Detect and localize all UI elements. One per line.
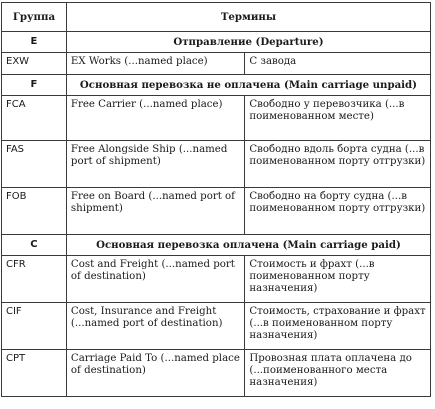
term-code: CIF xyxy=(2,303,67,350)
section-title: Основная перевозка не оплачена (Main carriage unpaid) xyxy=(66,75,430,96)
term-russian: Провозная плата оплачена до (...поименованного места назначения) xyxy=(245,350,431,397)
table-row xyxy=(2,256,431,303)
incoterms-table xyxy=(1,2,431,397)
term-code: FAS xyxy=(2,141,67,188)
table-row xyxy=(2,141,431,188)
term-code: EXW xyxy=(2,53,67,75)
term-russian: Свободно у перевозчика (...в поименованном месте) xyxy=(245,96,431,141)
term-english: Cost and Freight (...named port of destination) xyxy=(66,256,244,303)
section-code: C xyxy=(2,235,67,256)
term-english: Free Alongside Ship (...named port of shipment) xyxy=(66,141,244,188)
term-russian: Свободно на борту судна (...в поименованном порту отгрузки) xyxy=(245,188,431,235)
section-code: E xyxy=(2,32,67,53)
term-russian: Свободно вдоль борта судна (...в поименованном порту отгрузки) xyxy=(245,141,431,188)
section-row-f xyxy=(2,75,431,96)
term-code: CFR xyxy=(2,256,67,303)
section-title: Отправление (Departure) xyxy=(66,32,430,53)
term-russian: Стоимость, страхование и фрахт (...в поименованном порту назначения) xyxy=(245,303,431,350)
table-row xyxy=(2,350,431,397)
term-russian: Стоимость и фрахт (...в поименованном порту назначения) xyxy=(245,256,431,303)
term-english: Free on Board (...named port of shipment) xyxy=(66,188,244,235)
term-english: Carriage Paid To (...named place of destination) xyxy=(66,350,244,397)
term-code: CPT xyxy=(2,350,67,397)
section-title: Основная перевозка оплачена (Main carriage paid) xyxy=(66,235,430,256)
terms-column-header: Термины xyxy=(66,3,430,32)
term-code: FCA xyxy=(2,96,67,141)
table-row xyxy=(2,96,431,141)
table-row xyxy=(2,188,431,235)
section-row-c xyxy=(2,235,431,256)
term-english: Free Carrier (...named place) xyxy=(66,96,244,141)
section-code: F xyxy=(2,75,67,96)
term-english: EX Works (...named place) xyxy=(66,53,244,75)
term-english: Cost, Insurance and Freight (...named port of destination) xyxy=(66,303,244,350)
section-row-e xyxy=(2,32,431,53)
table-row xyxy=(2,53,431,75)
term-code: FOB xyxy=(2,188,67,235)
term-russian: С завода xyxy=(245,53,431,75)
table-row xyxy=(2,303,431,350)
group-column-header: Группа xyxy=(2,3,67,32)
table-header-row xyxy=(2,3,431,32)
